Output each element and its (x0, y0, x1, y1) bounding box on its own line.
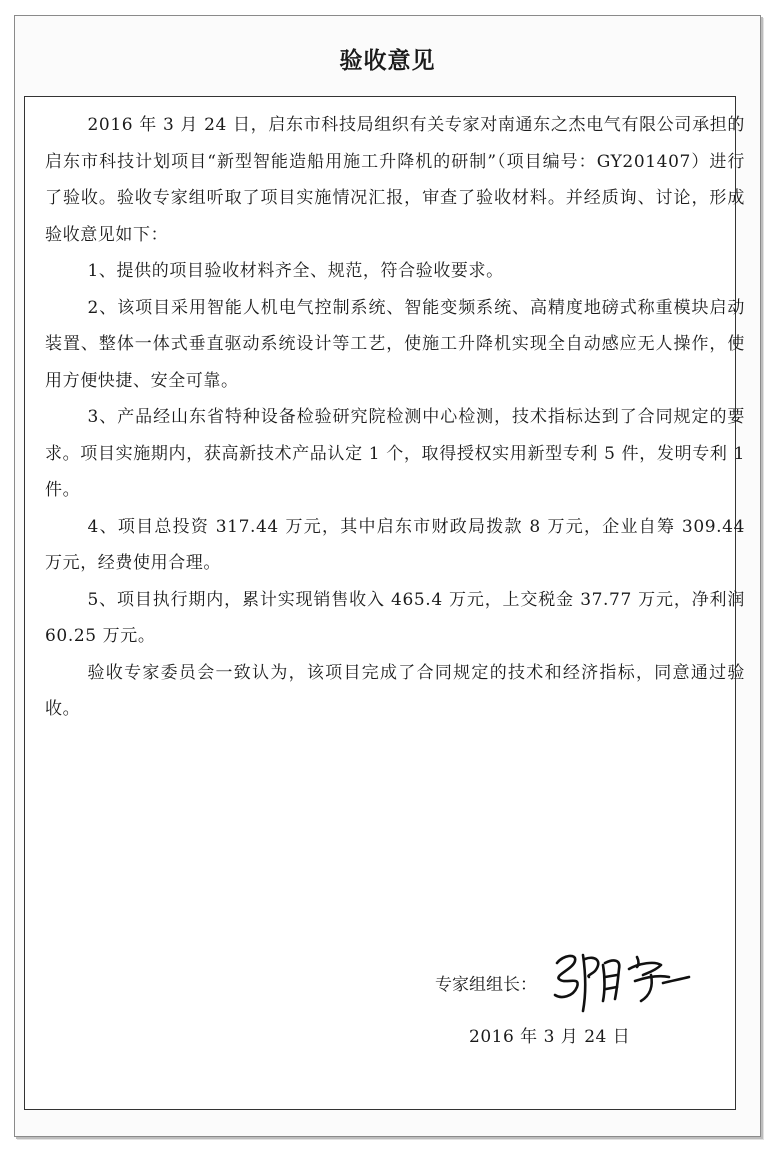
paragraph-item-5: 5、项目执行期内，累计实现销售收入 465.4 万元，上交税金 37.77 万元，净利润 60.25 万元。 (45, 589, 745, 646)
signature-label: 专家组组长： (435, 975, 537, 995)
document-body (45, 107, 745, 728)
paragraph-item-1: 1、提供的项目验收材料齐全、规范，符合验收要求。 (87, 261, 504, 281)
paragraph-item-3: 3、产品经山东省特种设备检验研究院检测中心检测，技术指标达到了合同规定的要求。项目实施期内，获高新技术产品认定 1 个，取得授权实用新型专利 5 件，发明专利 1 件。 (45, 407, 745, 500)
signature-block (435, 945, 735, 1055)
document-title: 验收意见 (339, 47, 436, 74)
handwritten-signature-icon (543, 945, 693, 1015)
paragraph-conclusion: 验收专家委员会一致认为，该项目完成了合同规定的技术和经济指标，同意通过验收。 (45, 662, 745, 719)
paragraph-item-2: 2、该项目采用智能人机电气控制系统、智能变频系统、高精度地磅式称重模块启动装置、整体一体式垂直驱动系统设计等工艺，使施工升降机实现全自动感应无人操作，使用方便快捷、安全可靠。 (45, 297, 745, 391)
document-content-box (24, 96, 745, 1110)
paragraph-intro: 2016 年 3 月 24 日，启东市科技局组织有关专家对南通东之杰电气有限公司承担的启东市科技计划项目“新型智能造船用施工升降机的研制”（项目编号：GY201407）进行了验收。验收专家组听取了项目实施情况汇报，审查了验收材料。并经质询、讨论，形成验收意见如下： (45, 115, 745, 245)
paragraph-item-4: 4、项目总投资 317.44 万元，其中启东市财政局拨款 8 万元，企业自筹 309.44 万元，经费使用合理。 (45, 516, 745, 573)
signature-date: 2016 年 3 月 24 日 (469, 1027, 631, 1047)
scanned-page (14, 15, 761, 1137)
